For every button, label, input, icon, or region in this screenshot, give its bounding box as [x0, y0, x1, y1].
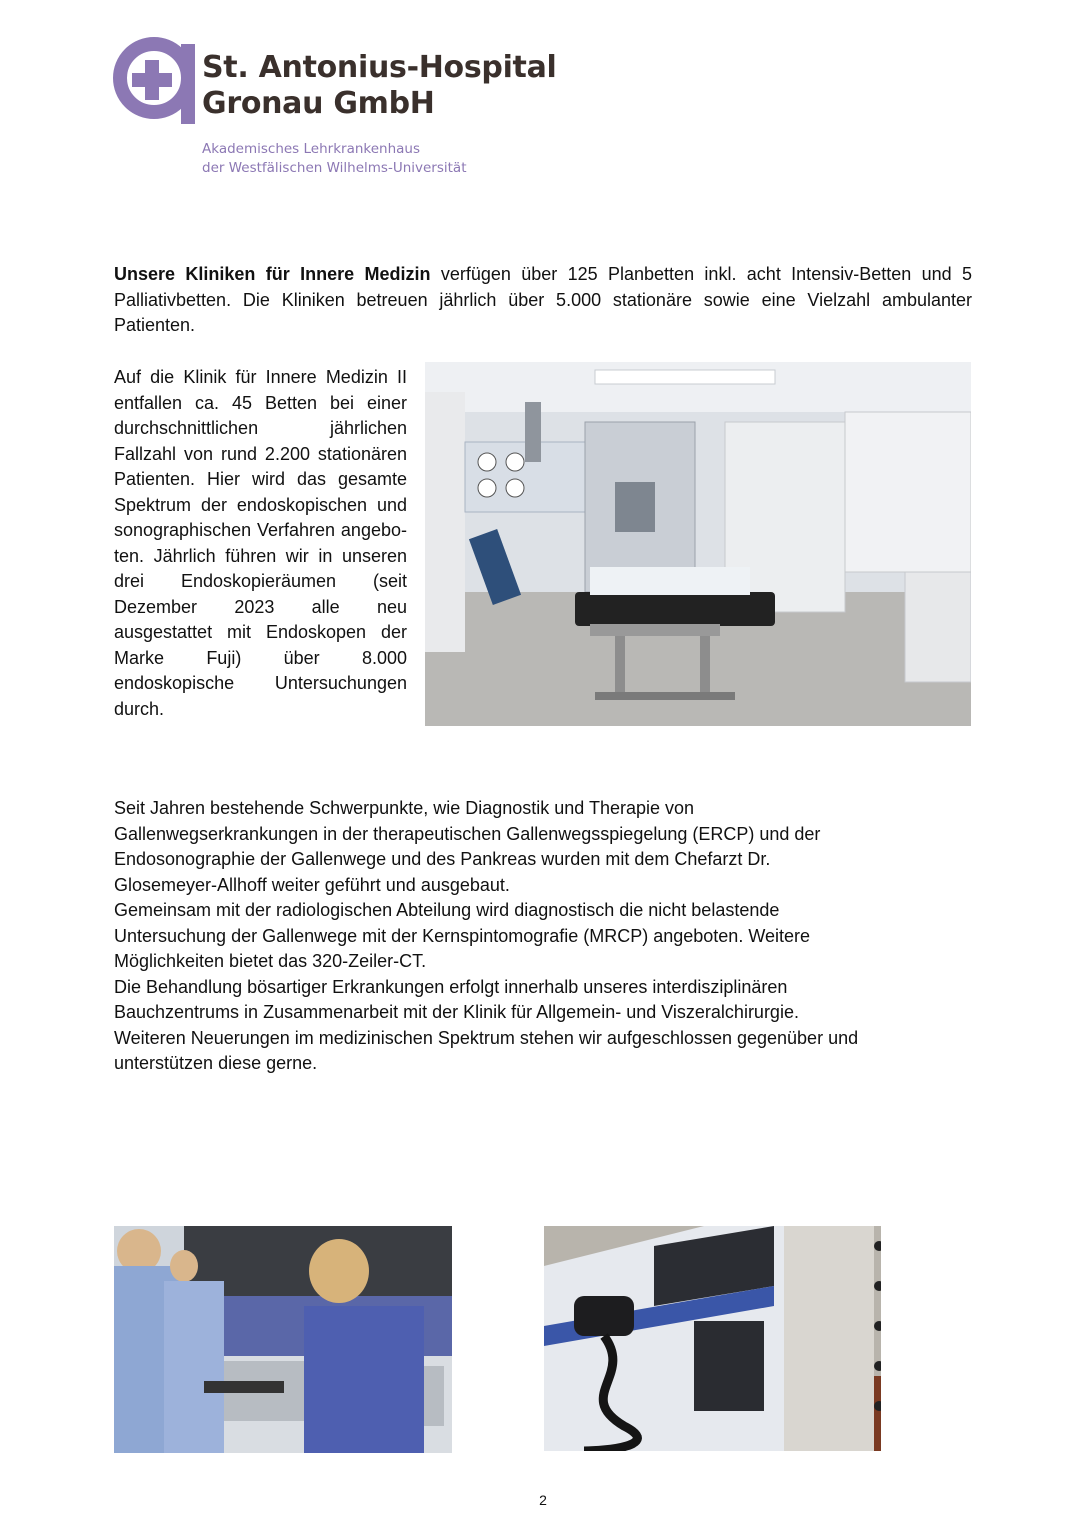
body-paragraph: Die Behandlung bösartiger Erkrankungen erfolgt innerhalb unseres interdisziplinären Bauchzentrums in Zusammenarbeit mit der Klinik für Allgemein- und Viszeralchirurgie. [114, 976, 799, 1022]
org-sub-line1: Akademisches Lehrkrankenhaus [202, 141, 421, 157]
body-paragraph: Weiteren Neuerungen im medizinischen Spektrum stehen wir aufgeschlossen gegenüber und unterstützen diese gerne. [114, 1027, 859, 1073]
intro-bold: Unsere Kliniken für Innere Medizin [114, 264, 431, 284]
page-number: 2 [539, 1492, 547, 1508]
body-text [114, 796, 874, 1077]
endoscopy-device-photo [544, 1226, 881, 1451]
letterhead [113, 30, 593, 180]
intro-paragraph [114, 262, 972, 339]
hospital-logo-icon [113, 30, 195, 124]
intro-rest: verfügen über 125 Planbetten inkl. acht Intensiv-Betten und 5 Palliativbetten. Die Kliniken betreuen jährlich über 5.000 stationäre sowie eine Vielzahl ambulanter Patienten. [114, 264, 972, 335]
organization-subtitle [202, 140, 467, 178]
column-paragraph: Auf die Klinik für Innere Medizin II entfallen ca. 45 Betten bei einer durchschnittlichen jährlichen Fallzahl von rund 2.200 stationären Patienten. Hier wird das gesamte Spektrum der endoskopischen und sonographischen Verfahren angeboten. Jährlich führen wir in unseren drei Endoskopieräumen (seit Dezember 2023 alle neu ausgestattet mit Endoskopen der Marke Fuji) über 8.000 endoskopische Untersuchungen durch. [114, 367, 407, 719]
body-paragraph: Seit Jahren bestehende Schwerpunkte, wie Diagnostik und Therapie von Gallenwegserkrankungen in der therapeutischen Gallenwegsspiegelung (ERCP) und der Endosonographie der Gallenwege und des Pankreas wurden mit dem Chefarzt Dr. Glosemeyer-Allhoff weiter geführt und ausgebaut. [114, 798, 821, 895]
endoscope-reprocessing-photo [114, 1226, 452, 1453]
org-name-line1: St. Antonius-Hospital [202, 50, 557, 85]
endoscopy-room-photo [425, 362, 971, 726]
body-paragraph: Gemeinsam mit der radiologischen Abteilung wird diagnostisch die nicht belastende Untersuchung der Gallenwege mit der Kernspintomografie (MRCP) angeboten. Weitere Möglichkeiten bietet das 320-Zeiler-CT. [114, 900, 811, 971]
organization-name [202, 50, 557, 122]
org-sub-line2: der Westfälischen Wilhelms-Universität [202, 160, 467, 176]
org-name-line2: Gronau GmbH [202, 86, 435, 121]
